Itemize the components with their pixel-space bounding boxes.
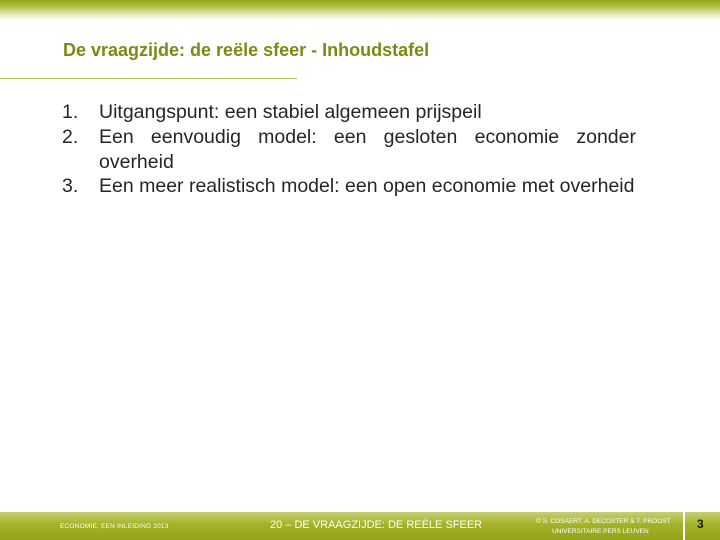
- agenda-list: [62, 100, 636, 199]
- footer-separator: [683, 512, 685, 540]
- slide-title: De vraagzijde: de reële sfeer - Inhoudstafel: [63, 40, 430, 60]
- agenda-item-text: Uitgangspunt: een stabiel algemeen prijspeil: [99, 101, 482, 123]
- top-decorative-band: [0, 0, 720, 20]
- page-number: 3: [697, 517, 704, 531]
- footer-course-title: ECONOMIE, EEN INLEIDING 2013: [60, 523, 169, 530]
- agenda-item-number: 3.: [62, 175, 79, 198]
- agenda-item-text: Een meer realistisch model: een open economie met overheid: [99, 175, 635, 198]
- footer-bar: [0, 512, 720, 540]
- footer-copyright-authors: © S. COSAERT, A. DECOSTER & T. PROOST: [536, 518, 671, 525]
- agenda-item-number: 2.: [62, 125, 79, 148]
- agenda-item: [62, 125, 636, 175]
- title-divider: [0, 78, 297, 79]
- agenda-item: [62, 100, 636, 125]
- agenda-item-text: Een eenvoudig model: een gesloten economie zonder overheid: [99, 125, 636, 173]
- agenda-item: [62, 174, 636, 199]
- footer-copyright: [536, 517, 678, 537]
- agenda-item-number: 1.: [62, 101, 79, 123]
- footer-chapter-title: 20 – DE VRAAGZIJDE: DE REËLE SFEER: [270, 519, 483, 531]
- footer-copyright-publisher: UNIVERSITAIRE PERS LEUVEN: [552, 527, 649, 535]
